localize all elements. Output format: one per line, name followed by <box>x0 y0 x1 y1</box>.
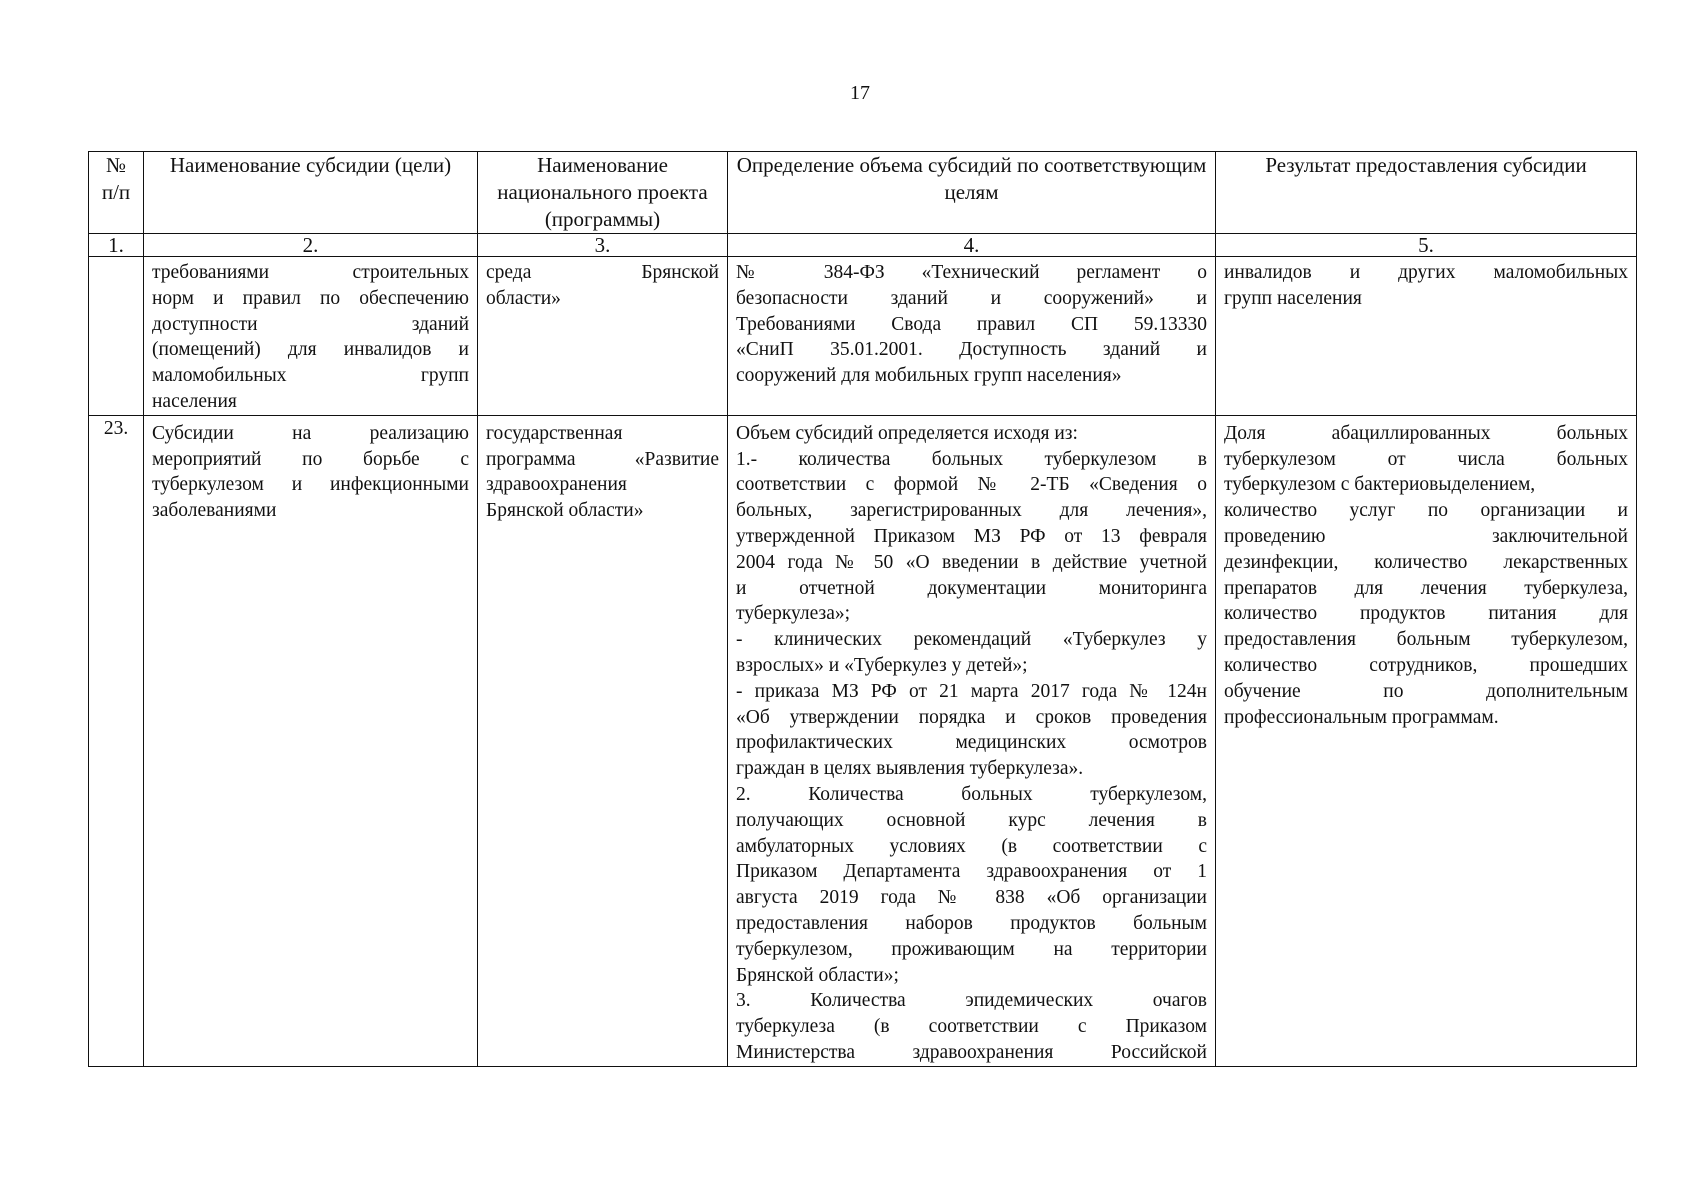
text-line: профессиональным программам. <box>1224 706 1499 728</box>
text-line: государственная <box>486 422 623 444</box>
text-line: граждан в целях выявления туберкулеза». <box>736 758 1084 780</box>
text-line: препаратов для лечения туберкулеза, <box>1224 577 1628 599</box>
text-line: мероприятий по борьбе с <box>152 448 469 470</box>
text-line: Объем субсидий определяется исходя из: <box>736 422 1078 444</box>
column-number: 3. <box>478 234 728 257</box>
text-line: амбулаторных условиях (в соответствии с <box>736 835 1207 857</box>
cell-result <box>1216 415 1637 1066</box>
text-line: области» <box>486 287 561 309</box>
text-line: утвержденной Приказом МЗ РФ от 13 февраля <box>736 525 1207 547</box>
text-line: (помещений) для инвалидов и <box>152 339 469 361</box>
text-line: больных, зарегистрированных для лечения», <box>736 500 1207 522</box>
cell-project-name <box>478 415 728 1066</box>
header-cell-volume-definition: Определение объема субсидий по соответствующим целям <box>728 152 1216 234</box>
text-line: населения <box>152 390 237 412</box>
text-line: норм и правил по обеспечению <box>152 287 469 309</box>
text-line: Брянской области»; <box>736 964 899 986</box>
text-line: заболеваниями <box>152 500 277 522</box>
text-line: безопасности зданий и сооружений» и <box>736 287 1207 309</box>
text-line: среда Брянской <box>486 262 719 283</box>
text-line: «Об утверждении порядка и сроков проведения <box>736 706 1207 728</box>
text-line: маломобильных групп <box>152 365 469 387</box>
text-line: количество продуктов питания для <box>1224 603 1628 625</box>
text-line: взрослых» и «Туберкулез у детей»; <box>736 654 1028 676</box>
column-number: 2. <box>144 234 478 257</box>
cell-subsidy-name <box>144 415 478 1066</box>
text-line: количество услуг по организации и <box>1224 500 1628 522</box>
table-row <box>89 257 1637 416</box>
text-line: доступности зданий <box>152 313 469 335</box>
column-number: 4. <box>728 234 1216 257</box>
text-line: «СниП 35.01.2001. Доступность зданий и <box>736 339 1207 361</box>
text-line: обучение по дополнительным <box>1224 680 1628 702</box>
text-line: программа «Развитие <box>486 448 719 470</box>
cell-volume-definition <box>728 257 1216 416</box>
text-line: здравоохранения <box>486 474 627 496</box>
text-line: туберкулезом от числа больных <box>1224 448 1628 470</box>
column-number-row <box>89 234 1637 257</box>
cell-result <box>1216 257 1637 416</box>
table-row <box>89 415 1637 1066</box>
table-header-row <box>89 152 1637 234</box>
column-number: 5. <box>1216 234 1637 257</box>
header-cell-result: Результат предоставления субсидии <box>1216 152 1637 234</box>
text-line: требованиями строительных <box>152 262 469 283</box>
text-line: инвалидов и других маломобильных <box>1224 262 1628 283</box>
text-line: туберкулезом, проживающим на территории <box>736 938 1207 960</box>
text-line: Требованиями Свода правил СП 59.13330 <box>736 313 1207 335</box>
cell-project-name <box>478 257 728 416</box>
row-number: 23. <box>89 415 144 1066</box>
text-line: Субсидии на реализацию <box>152 422 469 444</box>
text-line: профилактических медицинских осмотров <box>736 732 1207 754</box>
text-line: групп населения <box>1224 287 1362 309</box>
text-line: соответствии с формой № 2-ТБ «Сведения о <box>736 474 1207 496</box>
text-line: дезинфекции, количество лекарственных <box>1224 551 1628 573</box>
text-line: 1.- количества больных туберкулезом в <box>736 448 1207 470</box>
header-cell-number: № п/п <box>89 152 144 234</box>
page-number: 17 <box>850 82 870 104</box>
text-line: 2. Количества больных туберкулезом, <box>736 783 1207 805</box>
header-cell-subsidy-name: Наименование субсидии (цели) <box>144 152 478 234</box>
text-line: проведению заключительной <box>1224 525 1628 547</box>
text-line: 3. Количества эпидемических очагов <box>736 990 1207 1012</box>
text-line: Министерства здравоохранения Российской <box>736 1041 1207 1063</box>
text-line: - клинических рекомендаций «Туберкулез у <box>736 629 1207 651</box>
text-line: Брянской области» <box>486 500 644 522</box>
header-cell-project-name: Наименование национального проекта (программы) <box>478 152 728 234</box>
cell-subsidy-name <box>144 257 478 416</box>
row-number <box>89 257 144 416</box>
text-line: туберкулезом с бактериовыделением, <box>1224 474 1536 496</box>
text-line: туберкулезом и инфекционными <box>152 474 469 496</box>
text-line: получающих основной курс лечения в <box>736 809 1207 831</box>
text-line: туберкулеза (в соответствии с Приказом <box>736 1016 1207 1038</box>
text-line: № 384-ФЗ «Технический регламент о <box>736 262 1207 283</box>
cell-volume-definition <box>728 415 1216 1066</box>
text-line: количество сотрудников, прошедших <box>1224 654 1628 676</box>
text-line: предоставления больным туберкулезом, <box>1224 629 1628 651</box>
text-line: туберкулеза»; <box>736 603 851 625</box>
column-number: 1. <box>89 234 144 257</box>
text-line: августа 2019 года № 838 «Об организации <box>736 887 1207 909</box>
text-line: сооружений для мобильных групп населения» <box>736 365 1122 387</box>
text-line: - приказа МЗ РФ от 21 марта 2017 года № 124н <box>736 680 1207 702</box>
subsidy-table <box>88 151 1637 1067</box>
text-line: предоставления наборов продуктов больным <box>736 912 1207 934</box>
text-line: Доля абациллированных больных <box>1224 422 1628 444</box>
text-line: Приказом Департамента здравоохранения от 1 <box>736 861 1207 883</box>
text-line: 2004 года № 50 «О введении в действие учетной <box>736 551 1207 573</box>
text-line: и отчетной документации мониторинга <box>736 577 1207 599</box>
